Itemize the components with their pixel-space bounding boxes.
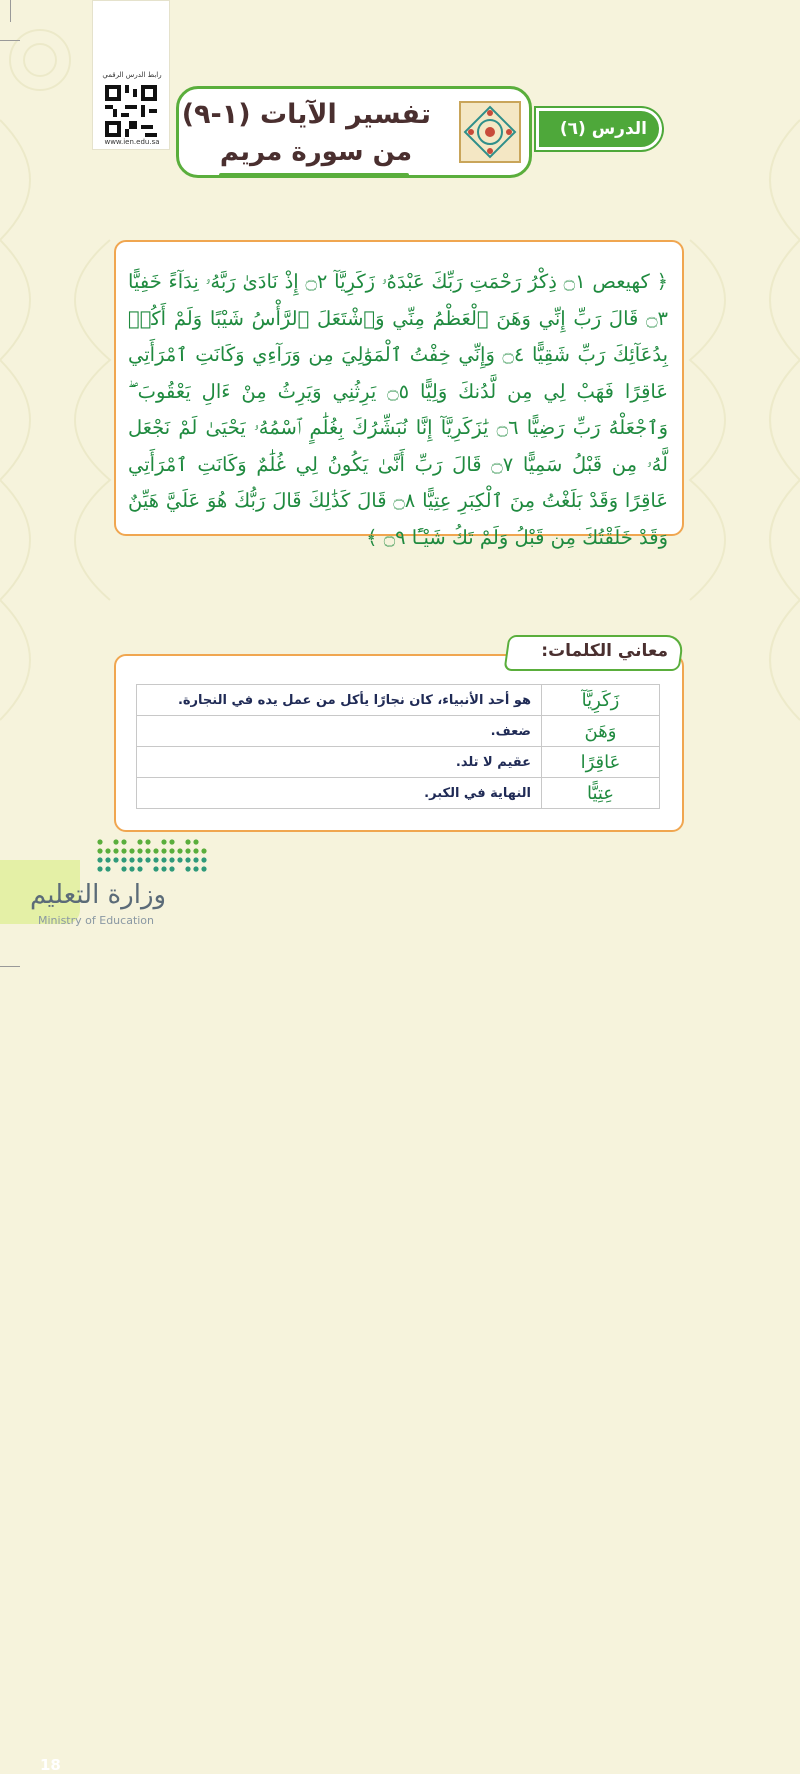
meaning-cell: عقيم لا تلد. (137, 747, 542, 778)
page-number: 18 (40, 1756, 61, 1774)
page-subtitle: من سورة مريم (219, 137, 413, 167)
word-cell: زَكَرِيَّآ (542, 685, 660, 716)
word-cell: عَاقِرًا (542, 747, 660, 778)
table-row (137, 747, 660, 778)
qr-label: رابط الدرس الرقمي (102, 71, 162, 79)
meanings-box (114, 654, 684, 832)
ministry-logo-icon (94, 836, 214, 876)
qr-card[interactable] (92, 0, 170, 150)
meaning-cell: النهاية في الكبر. (137, 778, 542, 809)
word-cell: وَهَنَ (542, 716, 660, 747)
verse-box (114, 240, 684, 549)
quran-verses: ﴿ كهيعص ۝١ ذِكْرُ رَحْمَتِ رَبِّكَ عَبْدَهُۥ زَكَرِيَّآ ۝٢ إِذْ نَادَىٰ رَبَّهُۥ نِدَآءً خَفِيًّا ۝٣ قَالَ رَبِّ إِنِّي وَهَنَ ٱلْعَظْمُ مِنِّي وَٱشْتَعَلَ ٱلرَّأْسُ شَيْبًا وَلَمْ أَكُنۢ بِدُعَآئِكَ رَبِّ شَقِيًّا ۝٤ وَإِنِّي خِفْتُ ٱلْمَوَٰلِيَ مِن وَرَآءِي وَكَانَتِ ٱمْرَأَتِي عَاقِرًا فَهَبْ لِي مِن لَّدُنكَ وَلِيًّا ۝٥ يَرِثُنِي وَيَرِثُ مِنْ ءَالِ يَعْقُوبَ ۖ وَٱجْعَلْهُ رَبِّ رَضِيًّا ۝٦ يَٰزَكَرِيَّآ إِنَّا نُبَشِّرُكَ بِغُلَٰمٍ ٱسْمُهُۥ يَحْيَىٰ لَمْ نَجْعَل لَّهُۥ مِن قَبْلُ سَمِيًّا ۝٧ قَالَ رَبِّ أَنَّىٰ يَكُونُ لِي غُلَٰمٌ وَكَانَتِ ٱمْرَأَتِي عَاقِرًا وَقَدْ بَلَغْتُ مِنَ ٱلْكِبَرِ عِتِيًّا ۝٨ قَالَ كَذَٰلِكَ قَالَ رَبُّكَ هُوَ عَلَيَّ هَيِّنٌ وَقَدْ خَلَقْتُكَ مِن قَبْلُ وَلَمْ تَكُ شَيْـًٔا ۝٩ ﴾ (128, 270, 669, 549)
ornament-icon (457, 99, 523, 165)
page-title: تفسير الآيات (١-٩) (181, 99, 431, 130)
lesson-tab (536, 108, 662, 150)
table-row (137, 716, 660, 747)
meanings-table (136, 684, 660, 809)
ministry-name-arabic: وزارة التعليم (30, 880, 167, 910)
meaning-cell: هو أحد الأنبياء، كان نجارًا يأكل من عمل يده في النجارة. (137, 685, 542, 716)
meanings-tab (503, 635, 684, 671)
table-row (137, 685, 660, 716)
title-banner (176, 86, 532, 178)
crop-mark (0, 966, 20, 967)
crop-mark (10, 0, 11, 22)
qr-url[interactable]: www.ien.edu.sa (104, 138, 160, 146)
word-cell: عِتِيًّا (542, 778, 660, 809)
lesson-label: الدرس (٦) (559, 119, 647, 139)
meaning-cell: ضعف. (137, 716, 542, 747)
table-row (137, 778, 660, 809)
qr-code-icon[interactable] (105, 85, 157, 137)
ministry-name-english: Ministry of Education (38, 914, 155, 927)
crop-mark (0, 40, 20, 41)
title-underline (219, 173, 409, 177)
meanings-title: معاني الكلمات: (541, 641, 669, 661)
